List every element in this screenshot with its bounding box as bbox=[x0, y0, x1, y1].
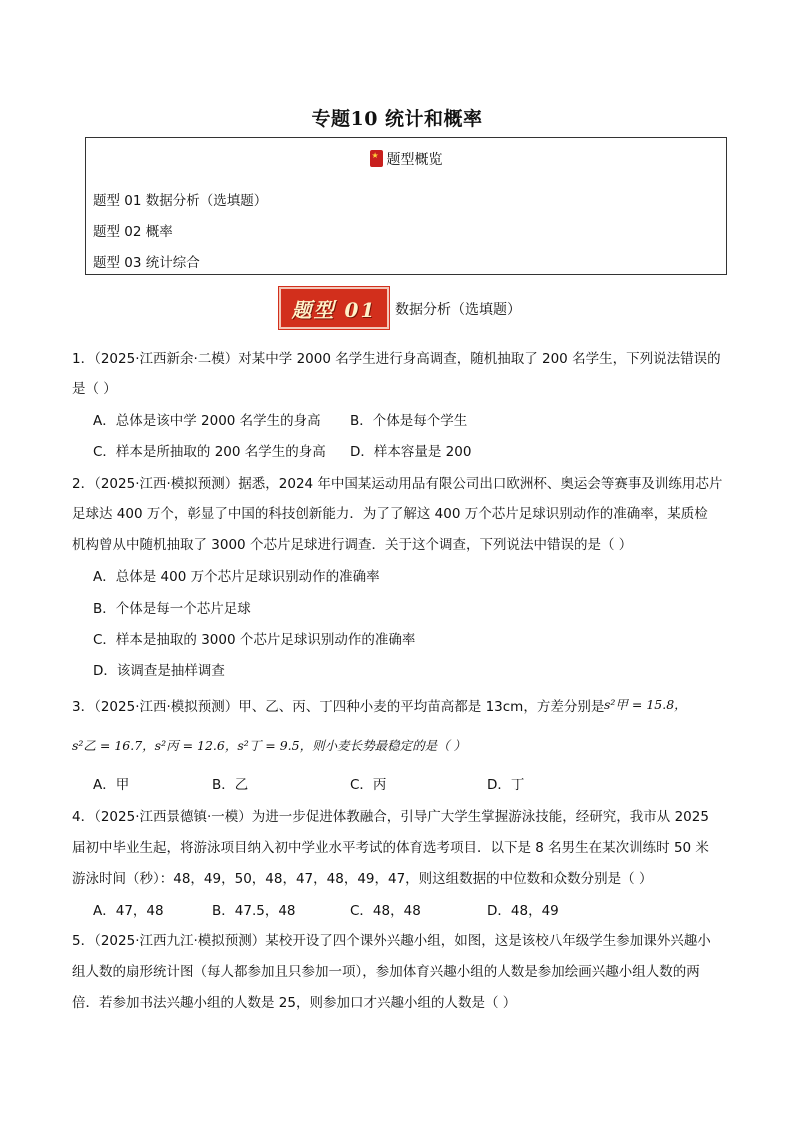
q2-line1: 2．（2025·江西·模拟预测）据悉，2024 年中国某运动用品有限公司出口欧洲杯、奥运会等赛事及训练用芯片 bbox=[72, 476, 723, 492]
book-icon bbox=[370, 150, 383, 167]
q3-line1: 3．（2025·江西·模拟预测）甲、乙、丙、丁四种小麦的平均苗高都是 13cm，方差分别是 bbox=[72, 699, 605, 715]
q2-option-a: A．总体是 400 万个芯片足球识别动作的准确率 bbox=[93, 569, 380, 585]
q2-line2: 足球达 400 万个，彰显了中国的科技创新能力．为了了解这 400 万个芯片足球识别动作的准确率，某质检 bbox=[72, 506, 708, 522]
q2-line3: 机构曾从中随机抽取了 3000 个芯片足球进行调查．关于这个调查，下列说法中错误的是（ ） bbox=[72, 537, 633, 553]
overview-box bbox=[85, 137, 727, 275]
overview-heading bbox=[86, 149, 726, 169]
section-badge bbox=[279, 287, 389, 329]
q2-option-c: C．样本是抽取的 3000 个芯片足球识别动作的准确率 bbox=[93, 632, 416, 648]
q4-option-d: D．48，49 bbox=[487, 903, 559, 919]
q2-option-b: B．个体是每一个芯片足球 bbox=[93, 601, 251, 617]
q4-option-c: C．48，48 bbox=[350, 903, 421, 919]
q3-option-b: B．乙 bbox=[212, 777, 249, 793]
q1-option-a: A．总体是该中学 2000 名学生的身高 bbox=[93, 413, 321, 429]
overview-item: 题型 02 概率 bbox=[93, 224, 173, 240]
section-title: 数据分析（选填题） bbox=[395, 302, 521, 318]
q3-variance-jia: s²甲 = 15.8， bbox=[604, 697, 687, 712]
q5-line2: 组人数的扇形统计图（每人都参加且只参加一项），参加体育兴趣小组的人数是参加绘画兴趣小组人数的两 bbox=[72, 964, 700, 980]
q4-line3: 游泳时间（秒）：48，49，50，48，47，48，49，47，则这组数据的中位数和众数分别是（ ） bbox=[72, 871, 653, 887]
q5-line1: 5．（2025·江西九江·模拟预测）某校开设了四个课外兴趣小组，如图，这是该校八年级学生参加课外兴趣小 bbox=[72, 933, 711, 949]
q3-option-d: D．丁 bbox=[487, 777, 525, 793]
q4-line1: 4．（2025·江西景德镇·一模）为进一步促进体教融合，引导广大学生掌握游泳技能，经研究，我市从 2025 bbox=[72, 809, 709, 825]
q4-option-b: B．47.5，48 bbox=[212, 903, 296, 919]
q5-line3: 倍．若参加书法兴趣小组的人数是 25，则参加口才兴趣小组的人数是（ ） bbox=[72, 995, 517, 1011]
q1-option-b: B．个体是每个学生 bbox=[350, 413, 468, 429]
overview-item: 题型 03 统计综合 bbox=[93, 255, 200, 271]
q3-option-a: A．甲 bbox=[93, 777, 130, 793]
q4-option-a: A．47，48 bbox=[93, 903, 164, 919]
overview-heading-text: 题型概览 bbox=[386, 152, 443, 168]
q1-option-c: C．样本是所抽取的 200 名学生的身高 bbox=[93, 444, 326, 460]
q4-line2: 届初中毕业生起，将游泳项目纳入初中学业水平考试的体育选考项目．以下是 8 名男生在某次训练时 50 米 bbox=[72, 840, 709, 856]
q3-line2: s²乙 = 16.7，s²丙 = 12.6，s²丁 = 9.5，则小麦长势最稳定的是（ ） bbox=[72, 738, 467, 753]
page-title: 专题10 统计和概率 bbox=[311, 108, 483, 130]
q1-option-d: D．样本容量是 200 bbox=[350, 444, 472, 460]
overview-item: 题型 01 数据分析（选填题） bbox=[93, 193, 268, 209]
q1-line1: 1．（2025·江西新余·二模）对某中学 2000 名学生进行身高调查，随机抽取了 200 名学生，下列说法错误的 bbox=[72, 351, 721, 367]
q1-line2: 是（ ） bbox=[72, 381, 117, 397]
section-badge-text: 题型 01 bbox=[291, 297, 377, 322]
q3-option-c: C．丙 bbox=[350, 777, 387, 793]
q2-option-d: D．该调查是抽样调查 bbox=[93, 663, 225, 679]
